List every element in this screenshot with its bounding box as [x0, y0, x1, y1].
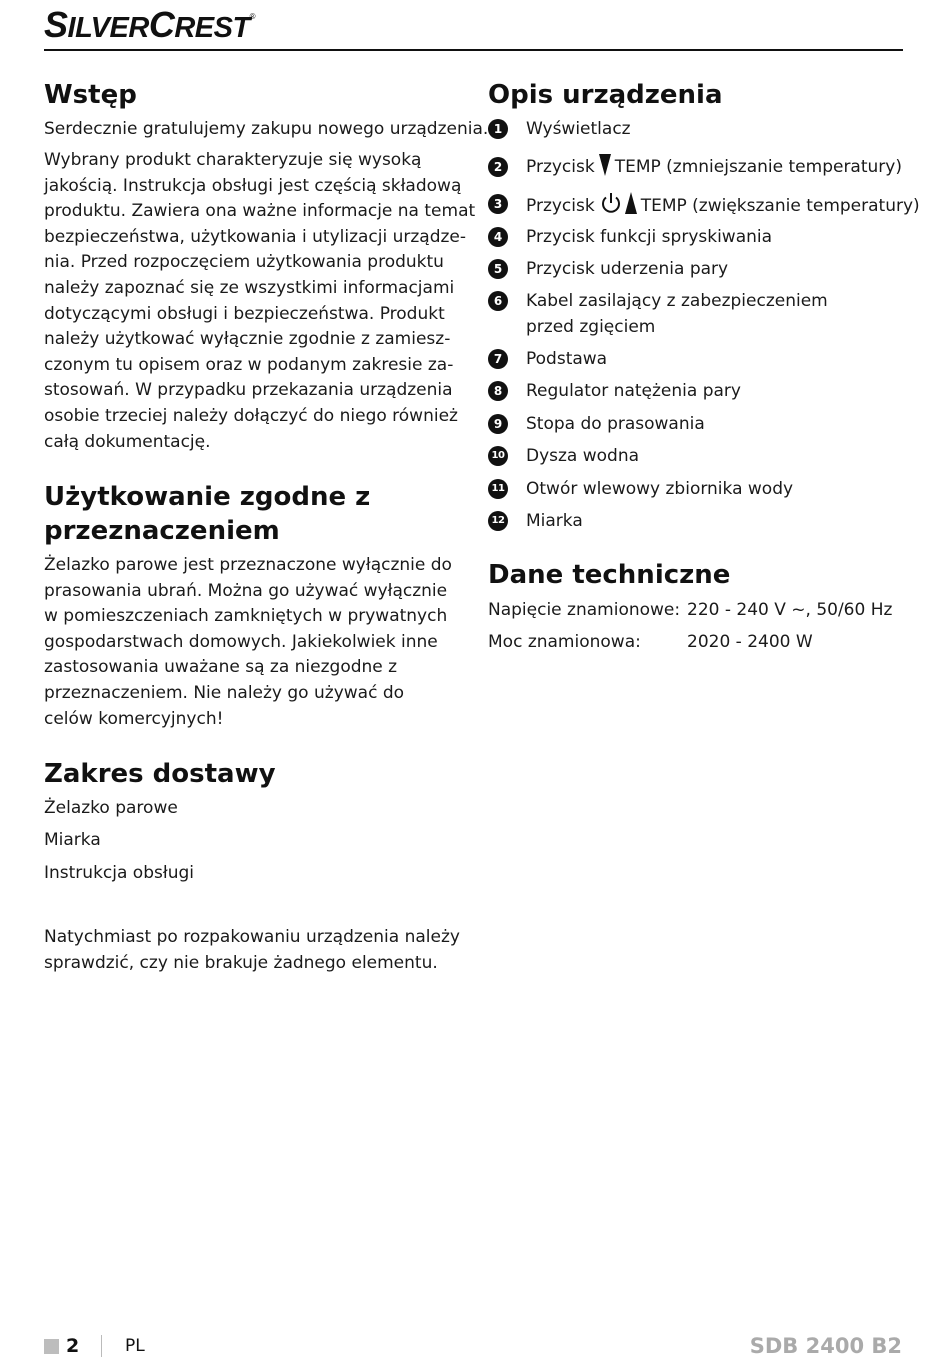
text-line: nia. Przed rozpoczęciem użytkowania produktu: [44, 252, 444, 273]
text-line: Natychmiast po rozpakowaniu urządzenia należy: [44, 927, 460, 947]
intended-use-paragraph: [44, 553, 452, 732]
delivery-item: Żelazko parowe: [44, 798, 178, 818]
number-badge: 10: [488, 446, 508, 466]
number-badge: 2: [488, 157, 508, 177]
item-label: Regulator natężenia pary: [526, 381, 741, 401]
number-badge: 4: [488, 227, 508, 247]
technical-data-title: Dane techniczne: [488, 560, 731, 590]
item-label: Przycisk uderzenia pary: [526, 259, 729, 279]
text-line: osobie trzeciej należy dołączyć do niego również: [44, 405, 458, 426]
brand-logo: [44, 4, 255, 46]
logo-text-rest: REST: [174, 12, 250, 44]
title-line: przeznaczeniem: [44, 516, 280, 546]
number-badge: 3: [488, 194, 508, 214]
text-line: stosowań. W przypadku przekazania urządzenia: [44, 380, 453, 401]
intended-use-title: [44, 480, 370, 548]
item-label: Wyświetlacz: [526, 119, 631, 139]
text-line: przed zgięciem: [526, 317, 656, 337]
text-line: należy zapoznać się ze wszystkimi informacjami: [44, 277, 455, 298]
text-line: w pomieszczeniach zamkniętych w prywatnych: [44, 606, 448, 627]
registered-mark: ®: [249, 12, 256, 21]
number-badge: 5: [488, 259, 508, 279]
delivery-title: Zakres dostawy: [44, 759, 276, 789]
intro-title: Wstęp: [44, 80, 137, 110]
header-divider: [44, 49, 903, 51]
page-number: 2: [66, 1335, 80, 1357]
number-badge: 8: [488, 381, 508, 401]
item-label: Miarka: [526, 511, 583, 531]
title-line: Użytkowanie zgodne z: [44, 482, 371, 512]
device-description-title: Opis urządzenia: [488, 80, 723, 110]
spec-value: 2020 - 2400 W: [687, 632, 813, 652]
text-line: należy użytkować wyłącznie zgodnie z zamiesz-: [44, 329, 451, 350]
item-label: Otwór wlewowy zbiornika wody: [526, 479, 794, 499]
text-line: sprawdzić, czy nie brakuje żadnego elementu.: [44, 952, 438, 973]
spec-label: Napięcie znamionowe:: [488, 600, 681, 620]
inspection-note: [44, 925, 460, 976]
text-line: zastosowania uważane są za niezgodne z: [44, 657, 398, 678]
text-line: celów komercyjnych!: [44, 708, 224, 729]
item-label-suffix: TEMP (zmniejszanie temperatury): [614, 157, 902, 177]
item-label: [526, 288, 828, 340]
item-label: [526, 191, 920, 219]
logo-text-ilver: ILVER: [67, 12, 149, 44]
intro-paragraph-1: Serdecznie gratulujemy zakupu nowego urządzenia.: [44, 119, 489, 139]
page-footer: [0, 1333, 950, 1359]
text-line: gospodarstwach domowych. Jakiekolwiek inne: [44, 631, 438, 652]
item-label-suffix: TEMP (zwiększanie temperatury): [640, 196, 920, 216]
footer-separator: [101, 1335, 102, 1357]
number-badge: 6: [488, 291, 508, 311]
item-label-prefix: Przycisk: [526, 157, 595, 177]
text-line: prasowania ubrań. Można go używać wyłącznie: [44, 580, 448, 601]
text-line: przeznaczeniem. Nie należy go używać do: [44, 682, 405, 703]
item-label: Podstawa: [526, 349, 608, 369]
footer-square-icon: [44, 1339, 59, 1354]
text-line: Kabel zasilający z zabezpieczeniem: [526, 291, 828, 311]
item-label-prefix: Przycisk: [526, 196, 595, 216]
delivery-item: Miarka: [44, 830, 101, 850]
power-icon: [599, 191, 623, 215]
number-badge: 12: [488, 511, 508, 531]
text-line: czonym tu opisem oraz w podanym zakresie za-: [44, 354, 454, 375]
text-line: produktu. Zawiera ona ważne informacje na temat: [44, 201, 476, 222]
number-badge: 11: [488, 479, 508, 499]
intro-paragraph-2: [44, 148, 475, 455]
language-code: PL: [125, 1336, 145, 1356]
text-line: bezpieczeństwa, użytkowania i utylizacji urządze-: [44, 226, 467, 247]
spec-value: 220 - 240 V ~, 50/60 Hz: [687, 600, 893, 620]
number-badge: 7: [488, 349, 508, 369]
text-line: całą dokumentację.: [44, 431, 211, 452]
item-label: Przycisk funkcji spryskiwania: [526, 227, 773, 247]
number-badge: 1: [488, 119, 508, 139]
triangle-down-icon: [599, 154, 611, 176]
model-number: SDB 2400 B2: [749, 1334, 902, 1358]
text-line: jakością. Instrukcja obsługi jest częścią składową: [44, 175, 462, 196]
text-line: Wybrany produkt charakteryzuje się wysoką: [44, 150, 422, 170]
logo-letter-c: C: [148, 4, 175, 45]
logo-letter-s: S: [44, 4, 68, 45]
item-label: Stopa do prasowania: [526, 414, 705, 434]
delivery-item: Instrukcja obsługi: [44, 863, 194, 883]
item-label: [526, 154, 902, 180]
spec-label: Moc znamionowa:: [488, 632, 641, 652]
triangle-up-icon: [625, 192, 637, 214]
number-badge: 9: [488, 414, 508, 434]
item-label: Dysza wodna: [526, 446, 640, 466]
text-line: dotyczącymi obsługi i bezpieczeństwa. Produkt: [44, 303, 445, 324]
text-line: Żelazko parowe jest przeznaczone wyłącznie do: [44, 555, 452, 575]
